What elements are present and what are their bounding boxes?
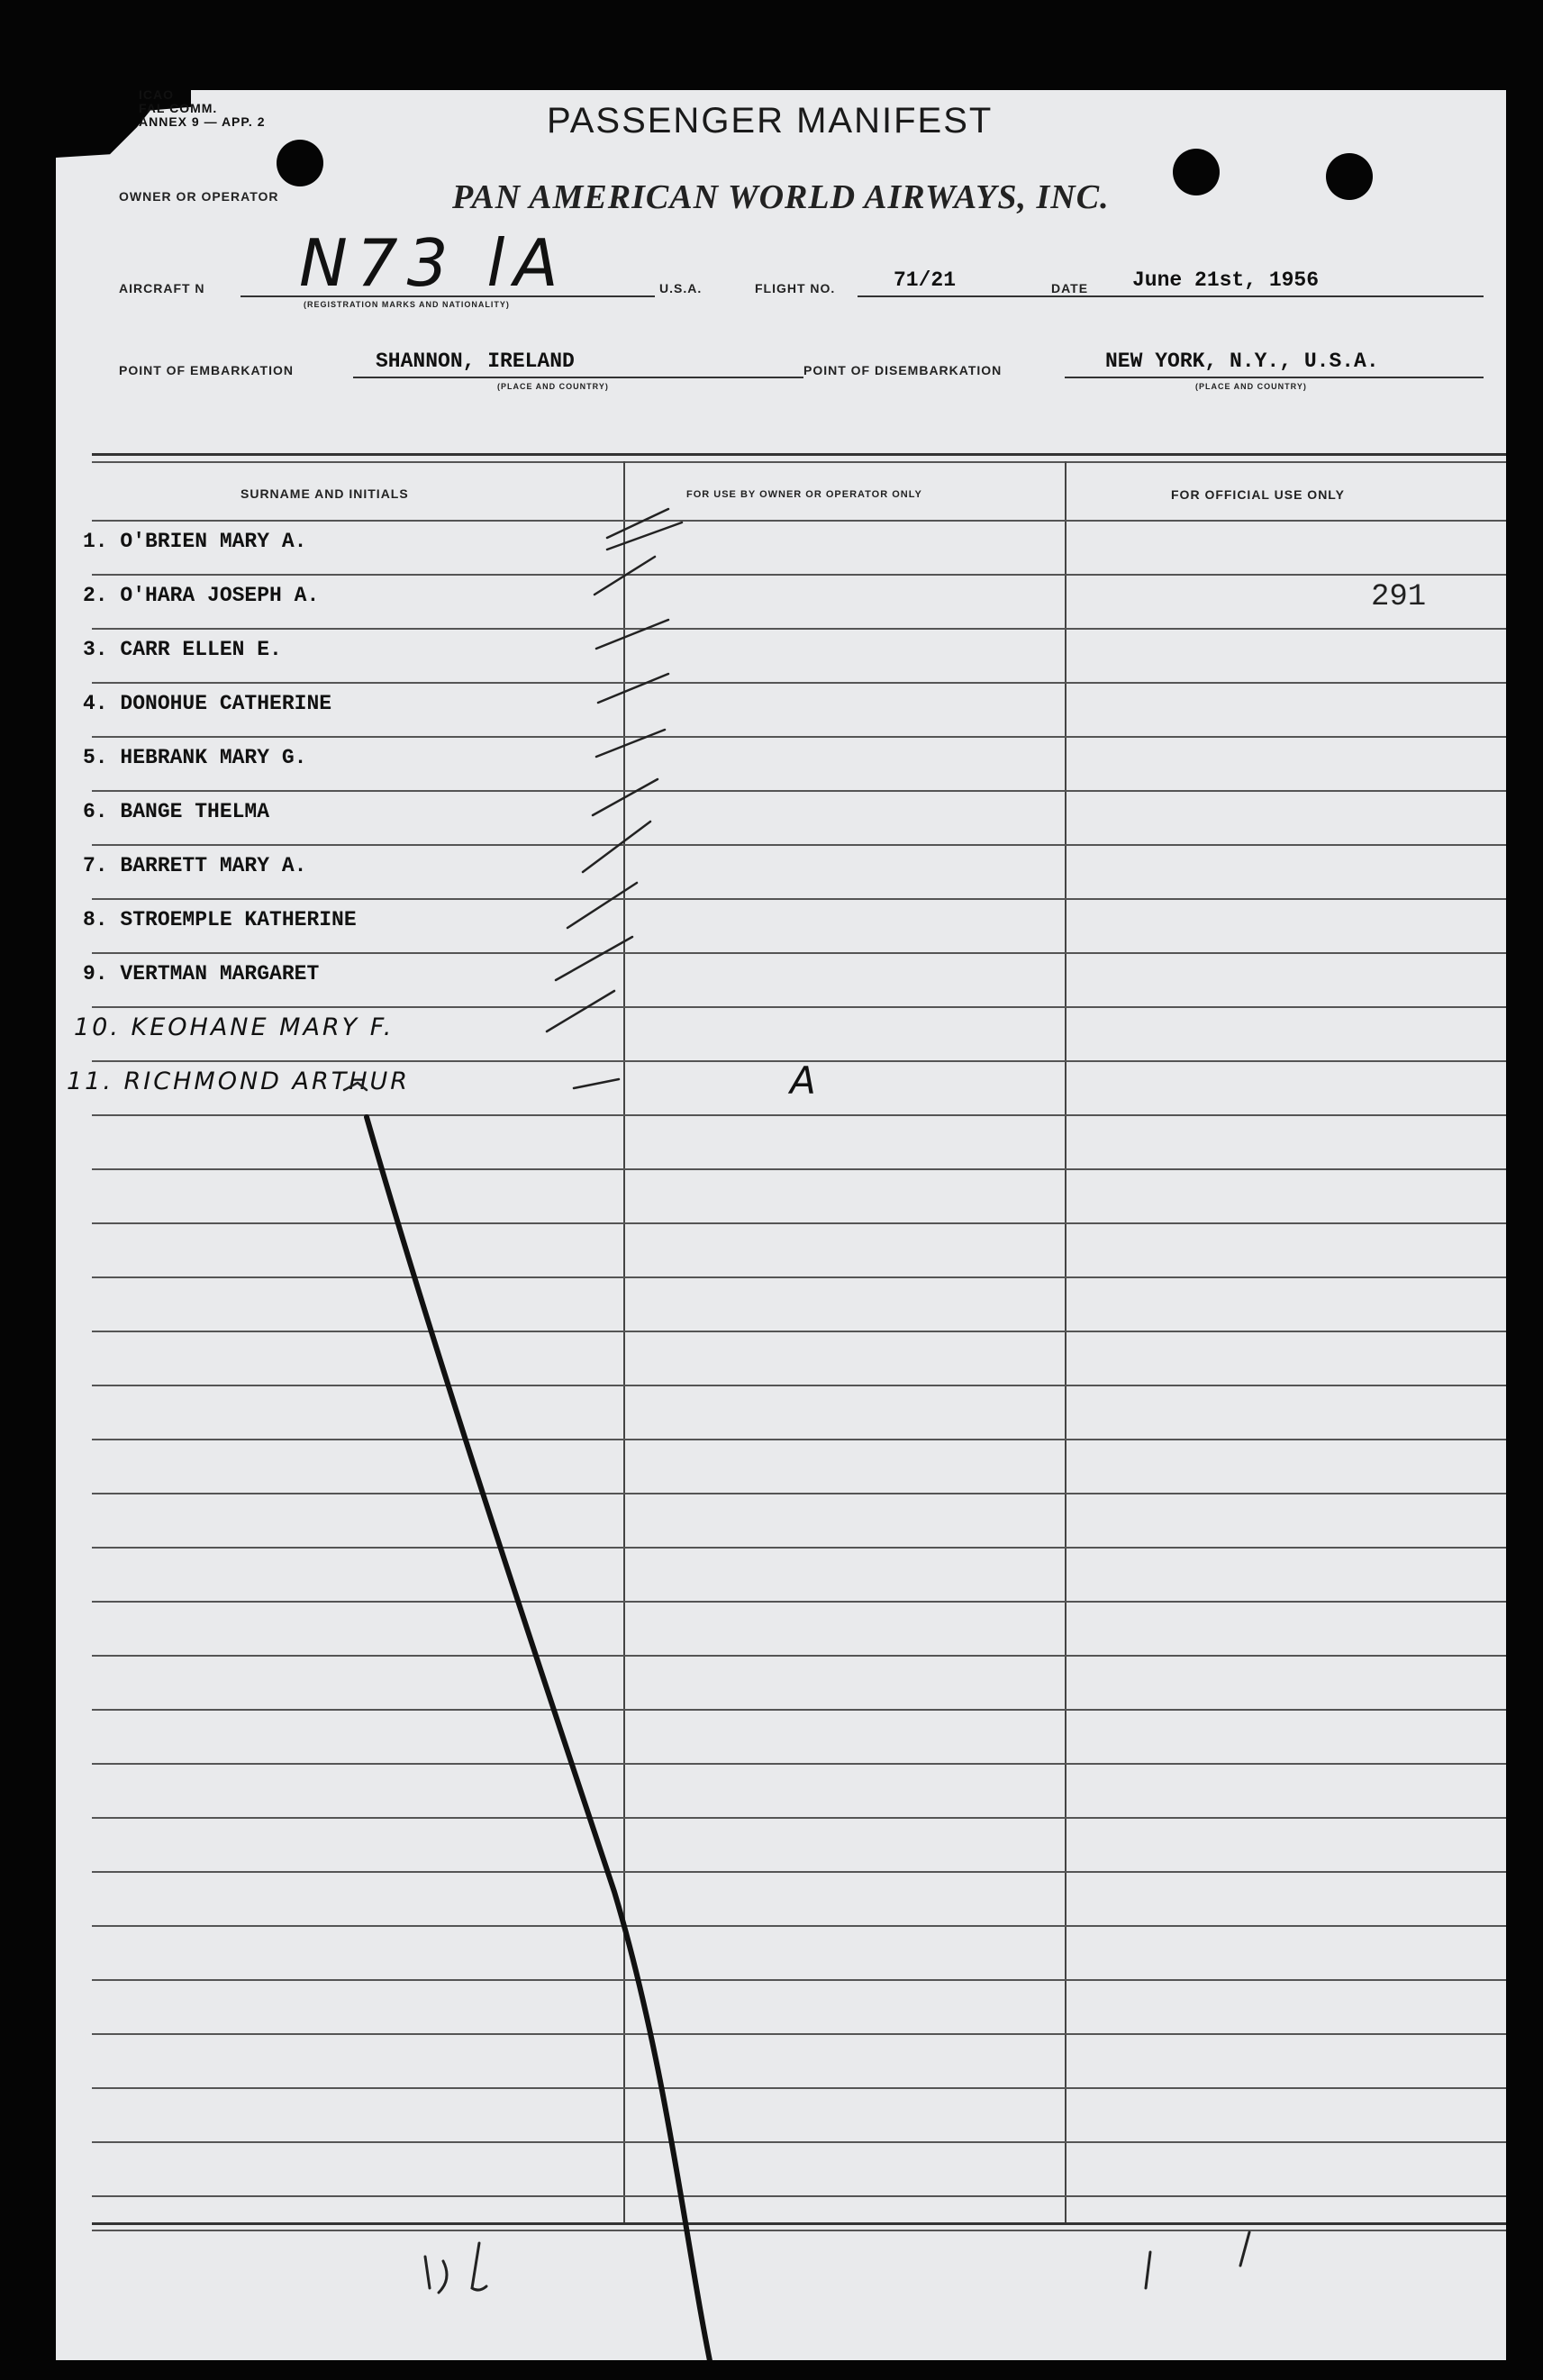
manifest-sheet [56, 87, 1506, 2360]
column-header-surname: SURNAME AND INITIALS [241, 486, 409, 501]
aircraft-label: AIRCRAFT N [119, 281, 205, 295]
passenger-row-7: 7. BARRETT MARY A. [83, 854, 307, 877]
handwritten-marks [56, 87, 1506, 2360]
tick-mark-row-10 [547, 991, 614, 1031]
column-header-owner-use: FOR USE BY OWNER OR OPERATOR ONLY [686, 489, 922, 500]
passenger-row-4: 4. DONOHUE CATHERINE [83, 692, 332, 715]
disembarkation-label: POINT OF DISEMBARKATION [803, 363, 1003, 377]
embarkation-sublabel: (PLACE AND COUNTRY) [497, 382, 609, 391]
tick-mark-row-6 [593, 779, 658, 815]
tick-mark-row-1 [607, 509, 668, 538]
bottom-scribble [425, 2243, 486, 2293]
tick-mark-row-8 [567, 883, 637, 928]
disembarkation-sublabel: (PLACE AND COUNTRY) [1195, 382, 1307, 391]
aircraft-sublabel: (REGISTRATION MARKS AND NATIONALITY) [304, 300, 510, 309]
owner-value: PAN AMERICAN WORLD AIRWAYS, INC. [452, 178, 1110, 216]
page-title: PASSENGER MANIFEST [547, 101, 994, 141]
passenger-row-10: 10. KEOHANE MARY F. [74, 1013, 395, 1041]
passenger-row-2: 2. O'HARA JOSEPH A. [83, 584, 320, 607]
bottom-mark-2 [1240, 2232, 1249, 2266]
passenger-row-9: 9. VERTMAN MARGARET [83, 962, 320, 986]
tick-mark-row-5 [596, 730, 665, 757]
passenger-row-5: 5. HEBRANK MARY G. [83, 746, 307, 769]
bottom-mark-1 [1146, 2252, 1150, 2288]
corner-annotation-line-1: ICAO [139, 87, 174, 102]
handwriting-flourish [344, 1083, 367, 1090]
disembarkation-value: NEW YORK, N.Y., U.S.A. [1105, 350, 1379, 373]
tick-mark-row-4 [598, 674, 668, 703]
tick-mark-row-7 [583, 822, 650, 872]
embarkation-value: SHANNON, IRELAND [376, 350, 575, 373]
long-pen-stroke [367, 1117, 713, 2360]
flight-label: FLIGHT NO. [755, 281, 836, 295]
corner-annotation-line-2: FAL COMM. [139, 101, 218, 115]
tick-mark-row-3 [596, 620, 668, 649]
aircraft-suffix: U.S.A. [659, 281, 703, 295]
tick-mark-row-11 [574, 1079, 619, 1088]
owner-mark-row-11: A [790, 1058, 816, 1103]
official-entry-row-2: 291 [1371, 580, 1427, 614]
passenger-row-11: 11. RICHMOND ARTHUR [67, 1067, 411, 1095]
passenger-row-3: 3. CARR ELLEN E. [83, 638, 282, 661]
date-label: DATE [1051, 281, 1089, 295]
passenger-row-1: 1. O'BRIEN MARY A. [83, 530, 307, 553]
date-value: June 21st, 1956 [1132, 268, 1320, 292]
aircraft-registration: N73 lA [299, 225, 567, 301]
owner-label: OWNER OR OPERATOR [119, 189, 279, 204]
column-header-official-use: FOR OFFICIAL USE ONLY [1171, 487, 1345, 502]
passenger-row-6: 6. BANGE THELMA [83, 800, 270, 823]
tick-mark-row-2 [595, 522, 682, 595]
corner-annotation-line-3: ANNEX 9 — APP. 2 [139, 114, 266, 129]
embarkation-label: POINT OF EMBARKATION [119, 363, 294, 377]
passenger-row-8: 8. STROEMPLE KATHERINE [83, 908, 357, 931]
flight-number: 71/21 [894, 268, 957, 292]
tick-mark-row-9 [556, 937, 632, 980]
